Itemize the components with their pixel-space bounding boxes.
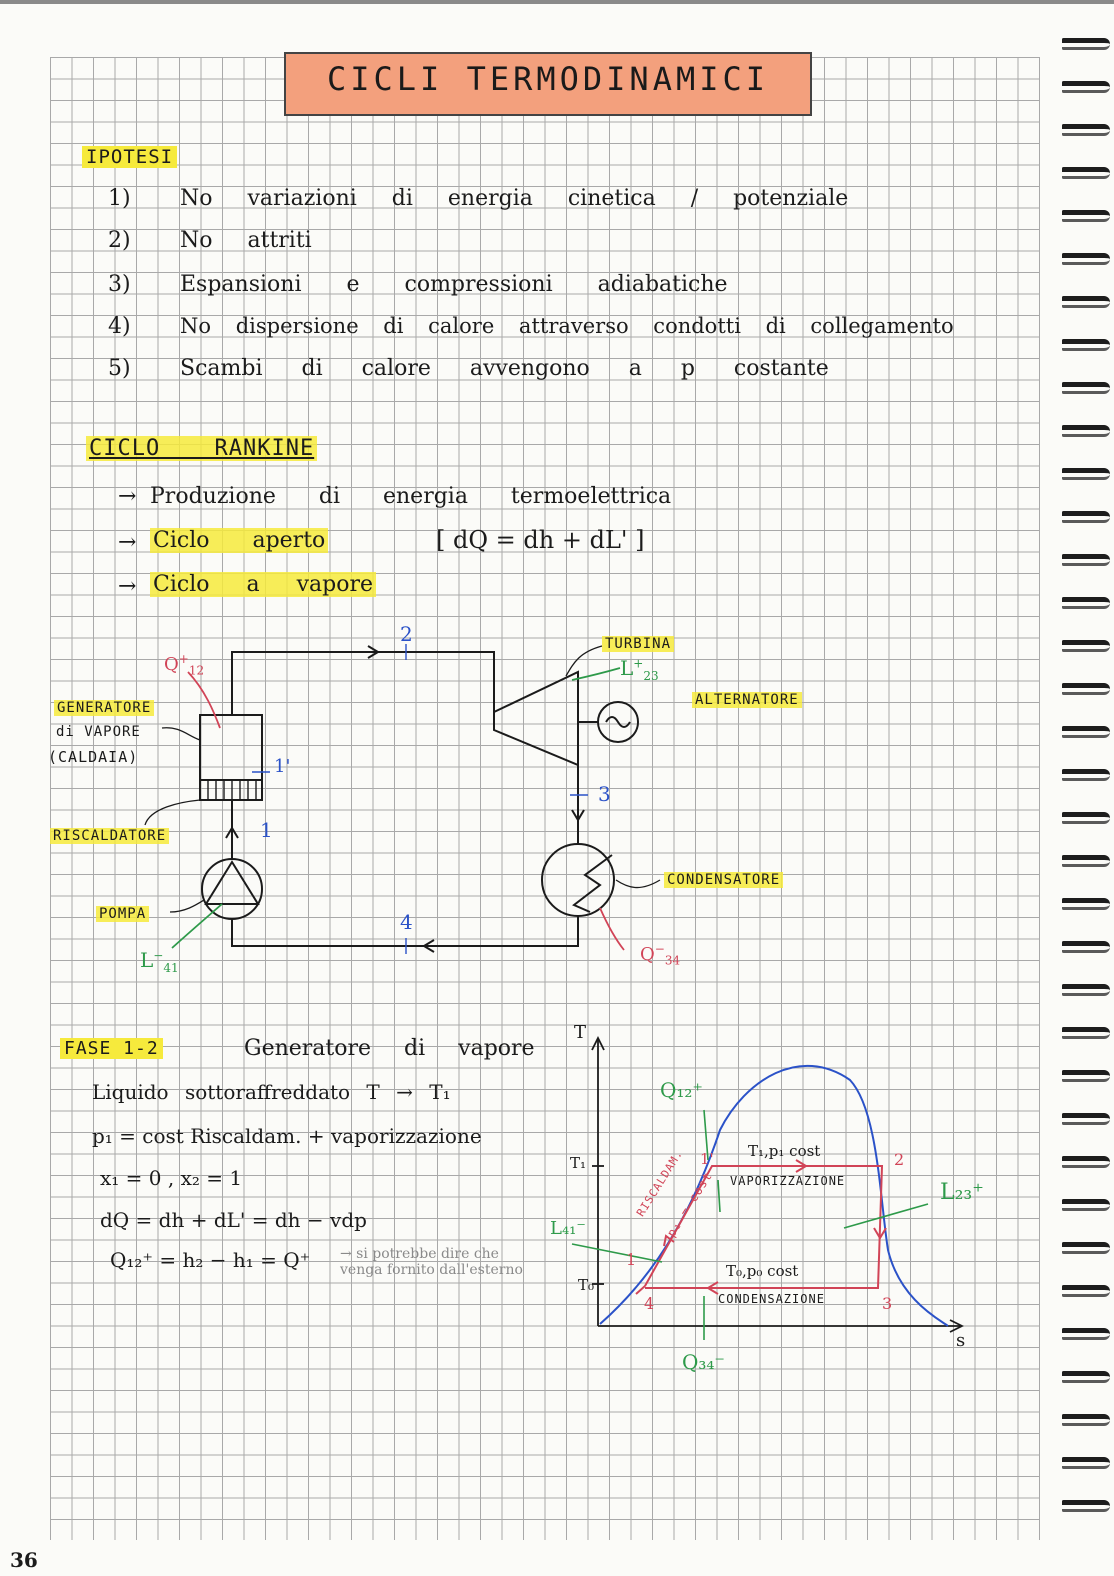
page-number: 36 (10, 1548, 38, 1572)
hypothesis-num: 2) (108, 228, 131, 253)
ts-l23-arrow (844, 1204, 928, 1228)
ts-point-1p: 1' (700, 1150, 714, 1168)
phase-line: p₁ = cost Riscaldam. + vaporizzazione (92, 1124, 482, 1148)
point-3-label: 3 (598, 782, 611, 806)
phase-heading: FASE 1-2 (60, 1038, 163, 1059)
bullet-text: Ciclo aperto (150, 528, 328, 553)
heater-label: RISCALDATORE (50, 828, 169, 844)
hypothesis-text: No attriti (180, 228, 312, 253)
rankine-heading: CICLO RANKINE (86, 436, 317, 461)
ts-top-label2: VAPORIZZAZIONE (730, 1174, 846, 1188)
ts-top-label: T₁,p₁ cost (748, 1142, 821, 1160)
hypothesis-num: 4) (108, 314, 131, 339)
q34-sub: 34 (664, 953, 681, 968)
point-1-label: 1 (260, 818, 273, 842)
ts-q12-label: Q₁₂⁺ (660, 1078, 703, 1102)
page-title: CICLI TERMODINAMICI (326, 60, 770, 98)
ts-diag-label1: RISCALDAM. (634, 1147, 686, 1219)
hypothesis-text: No variazioni di energia cinetica / potenziale (180, 186, 849, 211)
phase-line: x₁ = 0 , x₂ = 1 (100, 1166, 243, 1190)
l23-sub: 23 (643, 669, 659, 683)
bullet-text: Ciclo a vapore (150, 572, 376, 597)
ts-q34-label: Q₃₄⁻ (682, 1350, 725, 1374)
hypothesis-text: Espansioni e compressioni adiabatiche (180, 272, 728, 297)
q34-sup: − (654, 942, 665, 956)
hypothesis-num: 1) (108, 186, 131, 211)
point-1p-label: 1' (274, 756, 291, 777)
l23-letter: L (620, 656, 634, 680)
ts-l41-arrow (572, 1244, 662, 1262)
ts-bottom-label: T₀,p₀ cost (726, 1262, 799, 1280)
phase-line: Liquido sottoraffreddato T → T₁ (92, 1080, 451, 1104)
generator-label-line2: di VAPORE (56, 724, 141, 740)
turbine-label: TURBINA (602, 636, 674, 652)
phase-note: → si potrebbe dire che venga fornito dall'esterno (340, 1246, 523, 1278)
q12-letter: Q (164, 654, 179, 675)
ts-diag-label2: p₁ = cost (664, 1169, 716, 1240)
l23-sup: + (633, 656, 644, 671)
phase-line: dQ = dh + dL' = dh − vdp (100, 1208, 367, 1232)
bullet-arrow: → (118, 530, 137, 555)
ts-t0-label: T₀ (578, 1276, 595, 1294)
ts-t1-label: T₁ (570, 1154, 587, 1172)
hypothesis-num: 5) (108, 356, 131, 381)
point-2-label: 2 (400, 622, 413, 646)
bullet-text: Produzione di energia termoelettrica (150, 484, 672, 509)
ts-point-3: 3 (882, 1294, 893, 1313)
generator-label-line3: (CALDAIA) (48, 748, 139, 766)
l41-letter: L (140, 948, 154, 972)
bullet-arrow: → (118, 574, 137, 599)
pump-label: POMPA (96, 906, 149, 922)
ts-point-4: 4 (644, 1294, 655, 1313)
hypothesis-num: 3) (108, 272, 131, 297)
formula-bracket: [ dQ = dh + dL' ] (436, 526, 645, 554)
ts-l23-label: L₂₃⁺ (940, 1180, 984, 1205)
generator-label: GENERATORE (54, 700, 154, 716)
ts-point-2: 2 (894, 1150, 905, 1169)
ts-l41-label: L₄₁⁻ (550, 1218, 586, 1239)
ts-q-down (718, 1180, 720, 1212)
ts-axis-x-label: s (956, 1330, 966, 1351)
alternator-label: ALTERNATORE (692, 692, 802, 708)
condenser-label: CONDENSATORE (664, 872, 783, 888)
q12-sup: + (178, 652, 189, 666)
ts-bottom-label2: CONDENSAZIONE (718, 1292, 825, 1306)
phase-line: Q₁₂⁺ = h₂ − h₁ = Q⁺ (110, 1248, 311, 1272)
phase-subtitle: Generatore di vapore (244, 1036, 535, 1061)
hypothesis-text: No dispersione di calore attraverso condotti di collegamento (180, 314, 954, 338)
ts-axis-y-label: T (574, 1022, 587, 1043)
l41-sub: 41 (163, 961, 179, 975)
hypotheses-heading: IPOTESI (82, 146, 177, 168)
q12-sub: 12 (188, 663, 205, 678)
l41-sup: − (153, 948, 164, 963)
ts-point-1: 1 (626, 1250, 637, 1269)
bullet-arrow: → (118, 484, 137, 509)
point-4-label: 4 (400, 910, 413, 934)
hypothesis-text: Scambi di calore avvengono a p costante (180, 356, 829, 381)
q34-letter: Q (640, 944, 655, 965)
